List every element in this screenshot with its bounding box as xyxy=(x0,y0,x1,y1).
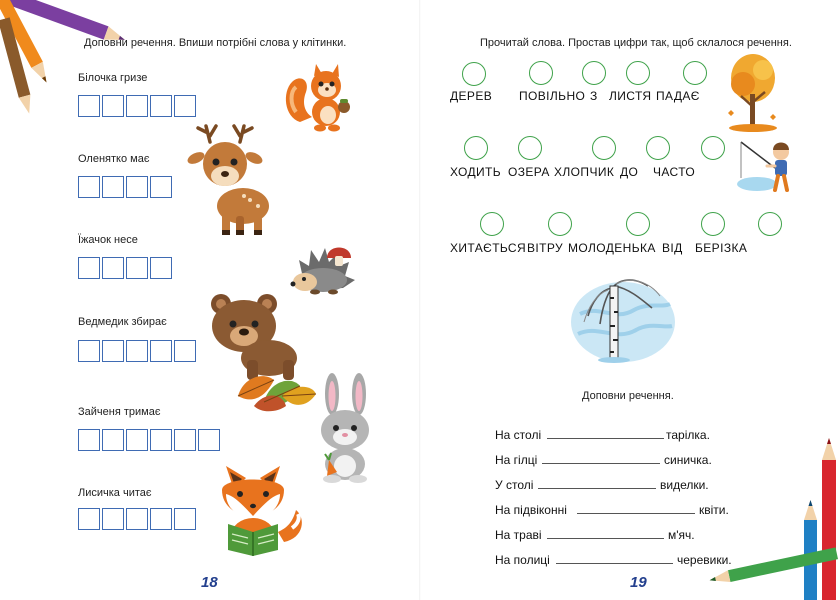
answer-line-6[interactable] xyxy=(556,563,673,564)
answer-cell[interactable] xyxy=(150,429,172,451)
task-label-hedgehog: Їжачок несе xyxy=(78,234,138,246)
order-circle[interactable] xyxy=(758,212,782,236)
answer-line-2[interactable] xyxy=(542,463,660,464)
sentence-start-1: На столі xyxy=(495,428,542,442)
order-circle[interactable] xyxy=(548,212,572,236)
word-row3-1: ХИТАЄТЬСЯ xyxy=(450,241,527,255)
answer-cell[interactable] xyxy=(78,95,100,117)
answer-line-4[interactable] xyxy=(577,513,695,514)
answer-line-3[interactable] xyxy=(538,488,656,489)
answer-cell[interactable] xyxy=(150,95,172,117)
answer-cells-bear xyxy=(78,340,198,362)
order-circle[interactable] xyxy=(626,61,650,85)
answer-cells-hedgehog xyxy=(78,257,174,279)
order-circle[interactable] xyxy=(480,212,504,236)
answer-cell[interactable] xyxy=(150,508,172,530)
fox-icon xyxy=(218,462,303,557)
answer-cell[interactable] xyxy=(174,95,196,117)
answer-cell[interactable] xyxy=(126,95,148,117)
answer-cell[interactable] xyxy=(150,257,172,279)
order-circle[interactable] xyxy=(518,136,542,160)
squirrel-icon xyxy=(282,62,357,134)
sentence-end-1: тарілка. xyxy=(666,428,710,442)
answer-cell[interactable] xyxy=(78,257,100,279)
birch-wind-icon xyxy=(570,268,676,372)
word-row2-5: ЧАСТО xyxy=(653,165,696,179)
answer-cell[interactable] xyxy=(78,429,100,451)
answer-cell[interactable] xyxy=(78,508,100,530)
deer-icon xyxy=(188,122,278,237)
answer-cell[interactable] xyxy=(102,95,124,117)
task-label-bunny: Зайченя тримає xyxy=(78,406,161,418)
pencils-bottom-right-icon xyxy=(700,430,840,600)
word-row1-5: ПАДАЄ xyxy=(656,89,700,103)
answer-cell[interactable] xyxy=(102,508,124,530)
pencils-top-left-icon xyxy=(0,0,150,100)
answer-cell[interactable] xyxy=(126,340,148,362)
autumn-leaves-icon xyxy=(234,366,319,414)
sentence-start-3: У столі xyxy=(495,478,534,492)
order-circle[interactable] xyxy=(646,136,670,160)
word-row2-2: ОЗЕРА xyxy=(508,165,550,179)
word-row1-2: ПОВІЛЬНО xyxy=(519,89,586,103)
word-row1-4: ЛИСТЯ xyxy=(609,89,652,103)
answer-cell[interactable] xyxy=(102,176,124,198)
task-label-bear: Ведмедик збирає xyxy=(78,316,167,328)
answer-cell[interactable] xyxy=(102,340,124,362)
order-circle[interactable] xyxy=(683,61,707,85)
answer-cells-fox xyxy=(78,508,198,530)
answer-line-5[interactable] xyxy=(547,538,664,539)
right-instruction-2: Доповни речення. xyxy=(582,390,674,402)
order-circle[interactable] xyxy=(582,61,606,85)
word-row1-3: З xyxy=(590,89,598,103)
answer-cell[interactable] xyxy=(102,257,124,279)
order-circle[interactable] xyxy=(626,212,650,236)
answer-cell[interactable] xyxy=(78,176,100,198)
answer-cell[interactable] xyxy=(126,257,148,279)
word-row3-2: ВІТРУ xyxy=(527,241,564,255)
page-number-left: 18 xyxy=(201,574,218,591)
sentence-start-2: На гілці xyxy=(495,453,538,467)
sentence-start-6: На полиці xyxy=(495,553,550,567)
answer-cell[interactable] xyxy=(174,340,196,362)
sentence-start-5: На траві xyxy=(495,528,542,542)
word-row2-1: ХОДИТЬ xyxy=(450,165,502,179)
order-circle[interactable] xyxy=(529,61,553,85)
order-circle[interactable] xyxy=(701,136,725,160)
sentence-end-2: синичка. xyxy=(664,453,712,467)
answer-line-1[interactable] xyxy=(547,438,664,439)
sentence-end-3: виделки. xyxy=(660,478,709,492)
answer-cell[interactable] xyxy=(198,429,220,451)
order-circle[interactable] xyxy=(464,136,488,160)
word-row3-4: ВІД xyxy=(662,241,683,255)
answer-cells-deer xyxy=(78,176,174,198)
hedgehog-icon xyxy=(285,238,360,296)
task-label-deer: Оленятко має xyxy=(78,153,150,165)
word-row3-5: БЕРІЗКА xyxy=(695,241,748,255)
answer-cell[interactable] xyxy=(78,340,100,362)
task-label-fox: Лисичка читає xyxy=(78,487,152,499)
answer-cell[interactable] xyxy=(174,429,196,451)
sentence-end-5: м'яч. xyxy=(668,528,695,542)
word-row1-1: ДЕРЕВ xyxy=(450,89,493,103)
word-row2-4: ДО xyxy=(620,165,639,179)
order-circle[interactable] xyxy=(462,62,486,86)
right-instruction: Прочитай слова. Простав цифри так, щоб склалося речення. xyxy=(480,37,792,49)
task-label-squirrel: Білочка гризе xyxy=(78,72,148,84)
page-number-right: 19 xyxy=(630,574,647,591)
autumn-tree-icon xyxy=(725,50,780,134)
answer-cells-bunny xyxy=(78,429,222,451)
left-instruction: Доповни речення. Впиши потрібні слова у клітинки. xyxy=(84,37,347,49)
order-circle[interactable] xyxy=(592,136,616,160)
word-row2-3: ХЛОПЧИК xyxy=(554,165,615,179)
answer-cell[interactable] xyxy=(126,176,148,198)
answer-cell[interactable] xyxy=(102,429,124,451)
word-row3-3: МОЛОДЕНЬКА xyxy=(568,241,656,255)
answer-cell[interactable] xyxy=(150,176,172,198)
fishing-boy-icon xyxy=(735,138,797,196)
answer-cells-squirrel xyxy=(78,95,198,117)
sentence-start-4: На підвіконні xyxy=(495,503,567,517)
answer-cell[interactable] xyxy=(126,508,148,530)
sentence-end-6: черевики. xyxy=(677,553,732,567)
answer-cell[interactable] xyxy=(150,340,172,362)
order-circle[interactable] xyxy=(701,212,725,236)
sentence-end-4: квіти. xyxy=(699,503,729,517)
answer-cell[interactable] xyxy=(126,429,148,451)
bunny-icon xyxy=(315,372,377,484)
answer-cell[interactable] xyxy=(174,508,196,530)
right-page xyxy=(420,0,840,600)
